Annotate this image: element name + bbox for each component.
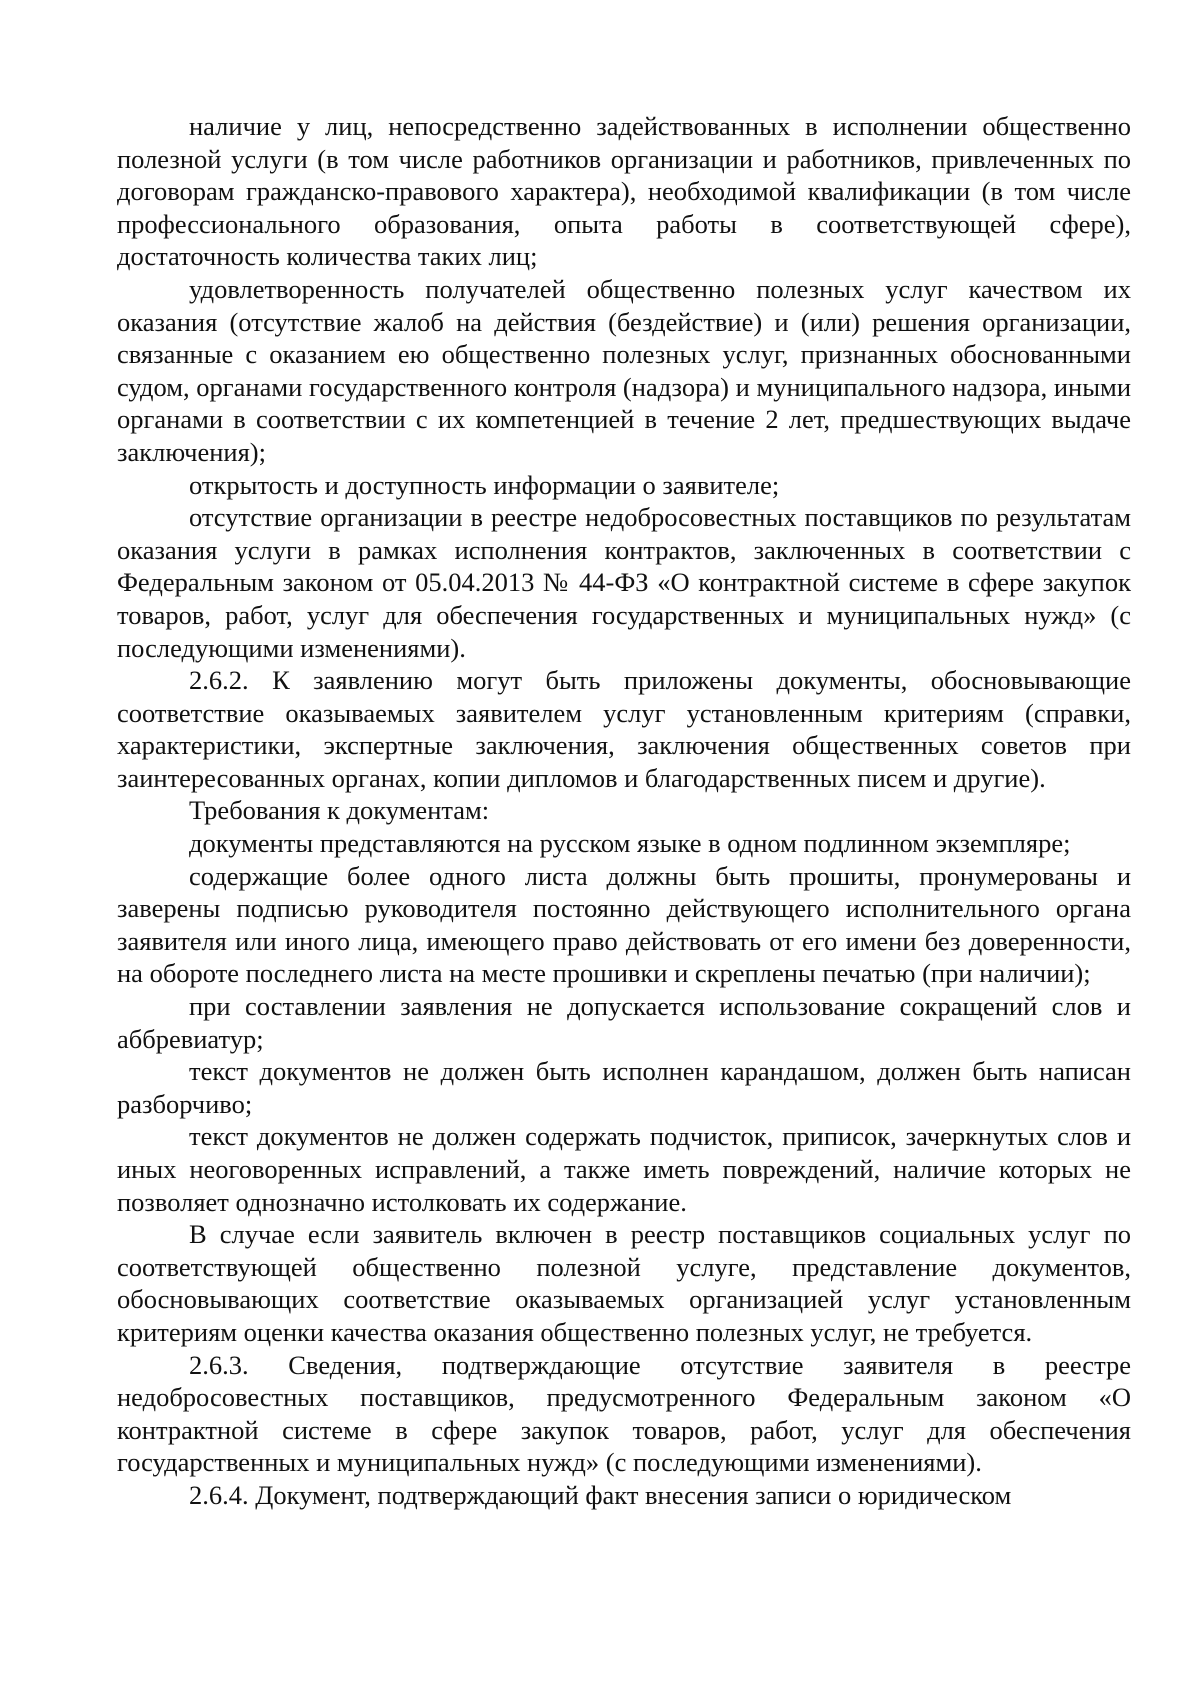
paragraph-section-2-6-3: 2.6.3. Сведения, подтверждающие отсутствие заявителя в реестре недобросовестных поставщиков, предусмотренного Федеральным законом «О контрактной системе в сфере закупок товаров, работ, услуг для обеспечения государственных и муниципальных нужд» (с последующими изменениями).	[117, 1349, 1131, 1478]
paragraph-no-pencil: текст документов не должен быть исполнен карандашом, должен быть написан разборчиво;	[117, 1056, 1131, 1119]
document-body	[117, 110, 1131, 1512]
paragraph-unfair-suppliers-register: отсутствие организации в реестре недобросовестных поставщиков по результатам оказания услуги в рамках исполнения контрактов, заключенных в соответствии с Федеральным законом от 05.04.2013 № 44-ФЗ «О контрактной системе в сфере закупок товаров, работ, услуг для обеспечения государственных и муниципальных нужд» (с последующими изменениями).	[117, 502, 1131, 663]
paragraph-binding-and-signature: содержащие более одного листа должны быть прошиты, пронумерованы и заверены подписью руководителя постоянно действующего исполнительного органа заявителя или иного лица, имеющего право действовать от его имени без доверенности, на обороте последнего листа на месте прошивки и скреплены печатью (при наличии);	[117, 860, 1131, 989]
paragraph-recipient-satisfaction: удовлетворенность получателей общественно полезных услуг качеством их оказания (отсутствие жалоб на действия (бездействие) и (или) решения организации, связанные с оказанием ею общественно полезных услуг, признанных обоснованными судом, органами государственного контроля (надзора) и муниципального надзора, иными органами в соответствии с их компетенцией в течение 2 лет, предшествующих выдаче заключения);	[117, 273, 1131, 467]
paragraph-document-requirements-heading: Требования к документам:	[189, 795, 490, 826]
paragraph-no-corrections: текст документов не должен содержать подчисток, приписок, зачеркнутых слов и иных неоговоренных исправлений, а также иметь повреждений, наличие которых не позволяет однозначно истолковать их содержание.	[117, 1121, 1131, 1217]
paragraph-section-2-6-2: 2.6.2. К заявлению могут быть приложены документы, обосновывающие соответствие оказываемых заявителем услуг установленным критериям (справки, характеристики, экспертные заключения, заключения общественных советов при заинтересованных органах, копии дипломов и благодарственных писем и другие).	[117, 665, 1131, 793]
paragraph-staff-qualification: наличие у лиц, непосредственно задействованных в исполнении общественно полезной услуги (в том числе работников организации и работников, привлеченных по договорам гражданско-правового характера), необходимой квалификации (в том числе профессионального образования, опыта работы в соответствующей сфере), достаточность количества таких лиц;	[117, 111, 1131, 272]
paragraph-section-2-6-4: 2.6.4. Документ, подтверждающий факт внесения записи о юридическом	[189, 1479, 1012, 1510]
paragraph-russian-language: документы представляются на русском языке в одном подлинном экземпляре;	[189, 828, 1071, 859]
paragraph-information-openness: открытость и доступность информации о заявителе;	[189, 469, 780, 500]
paragraph-social-services-register: В случае если заявитель включен в реестр поставщиков социальных услуг по соответствующей общественно полезной услуге, представление документов, обосновывающих соответствие оказываемых организацией услуг установленным критериям оценки качества оказания общественно полезных услуг, не требуется.	[117, 1219, 1131, 1347]
paragraph-no-abbreviations: при составлении заявления не допускается использование сокращений слов и аббревиатур;	[117, 991, 1131, 1054]
